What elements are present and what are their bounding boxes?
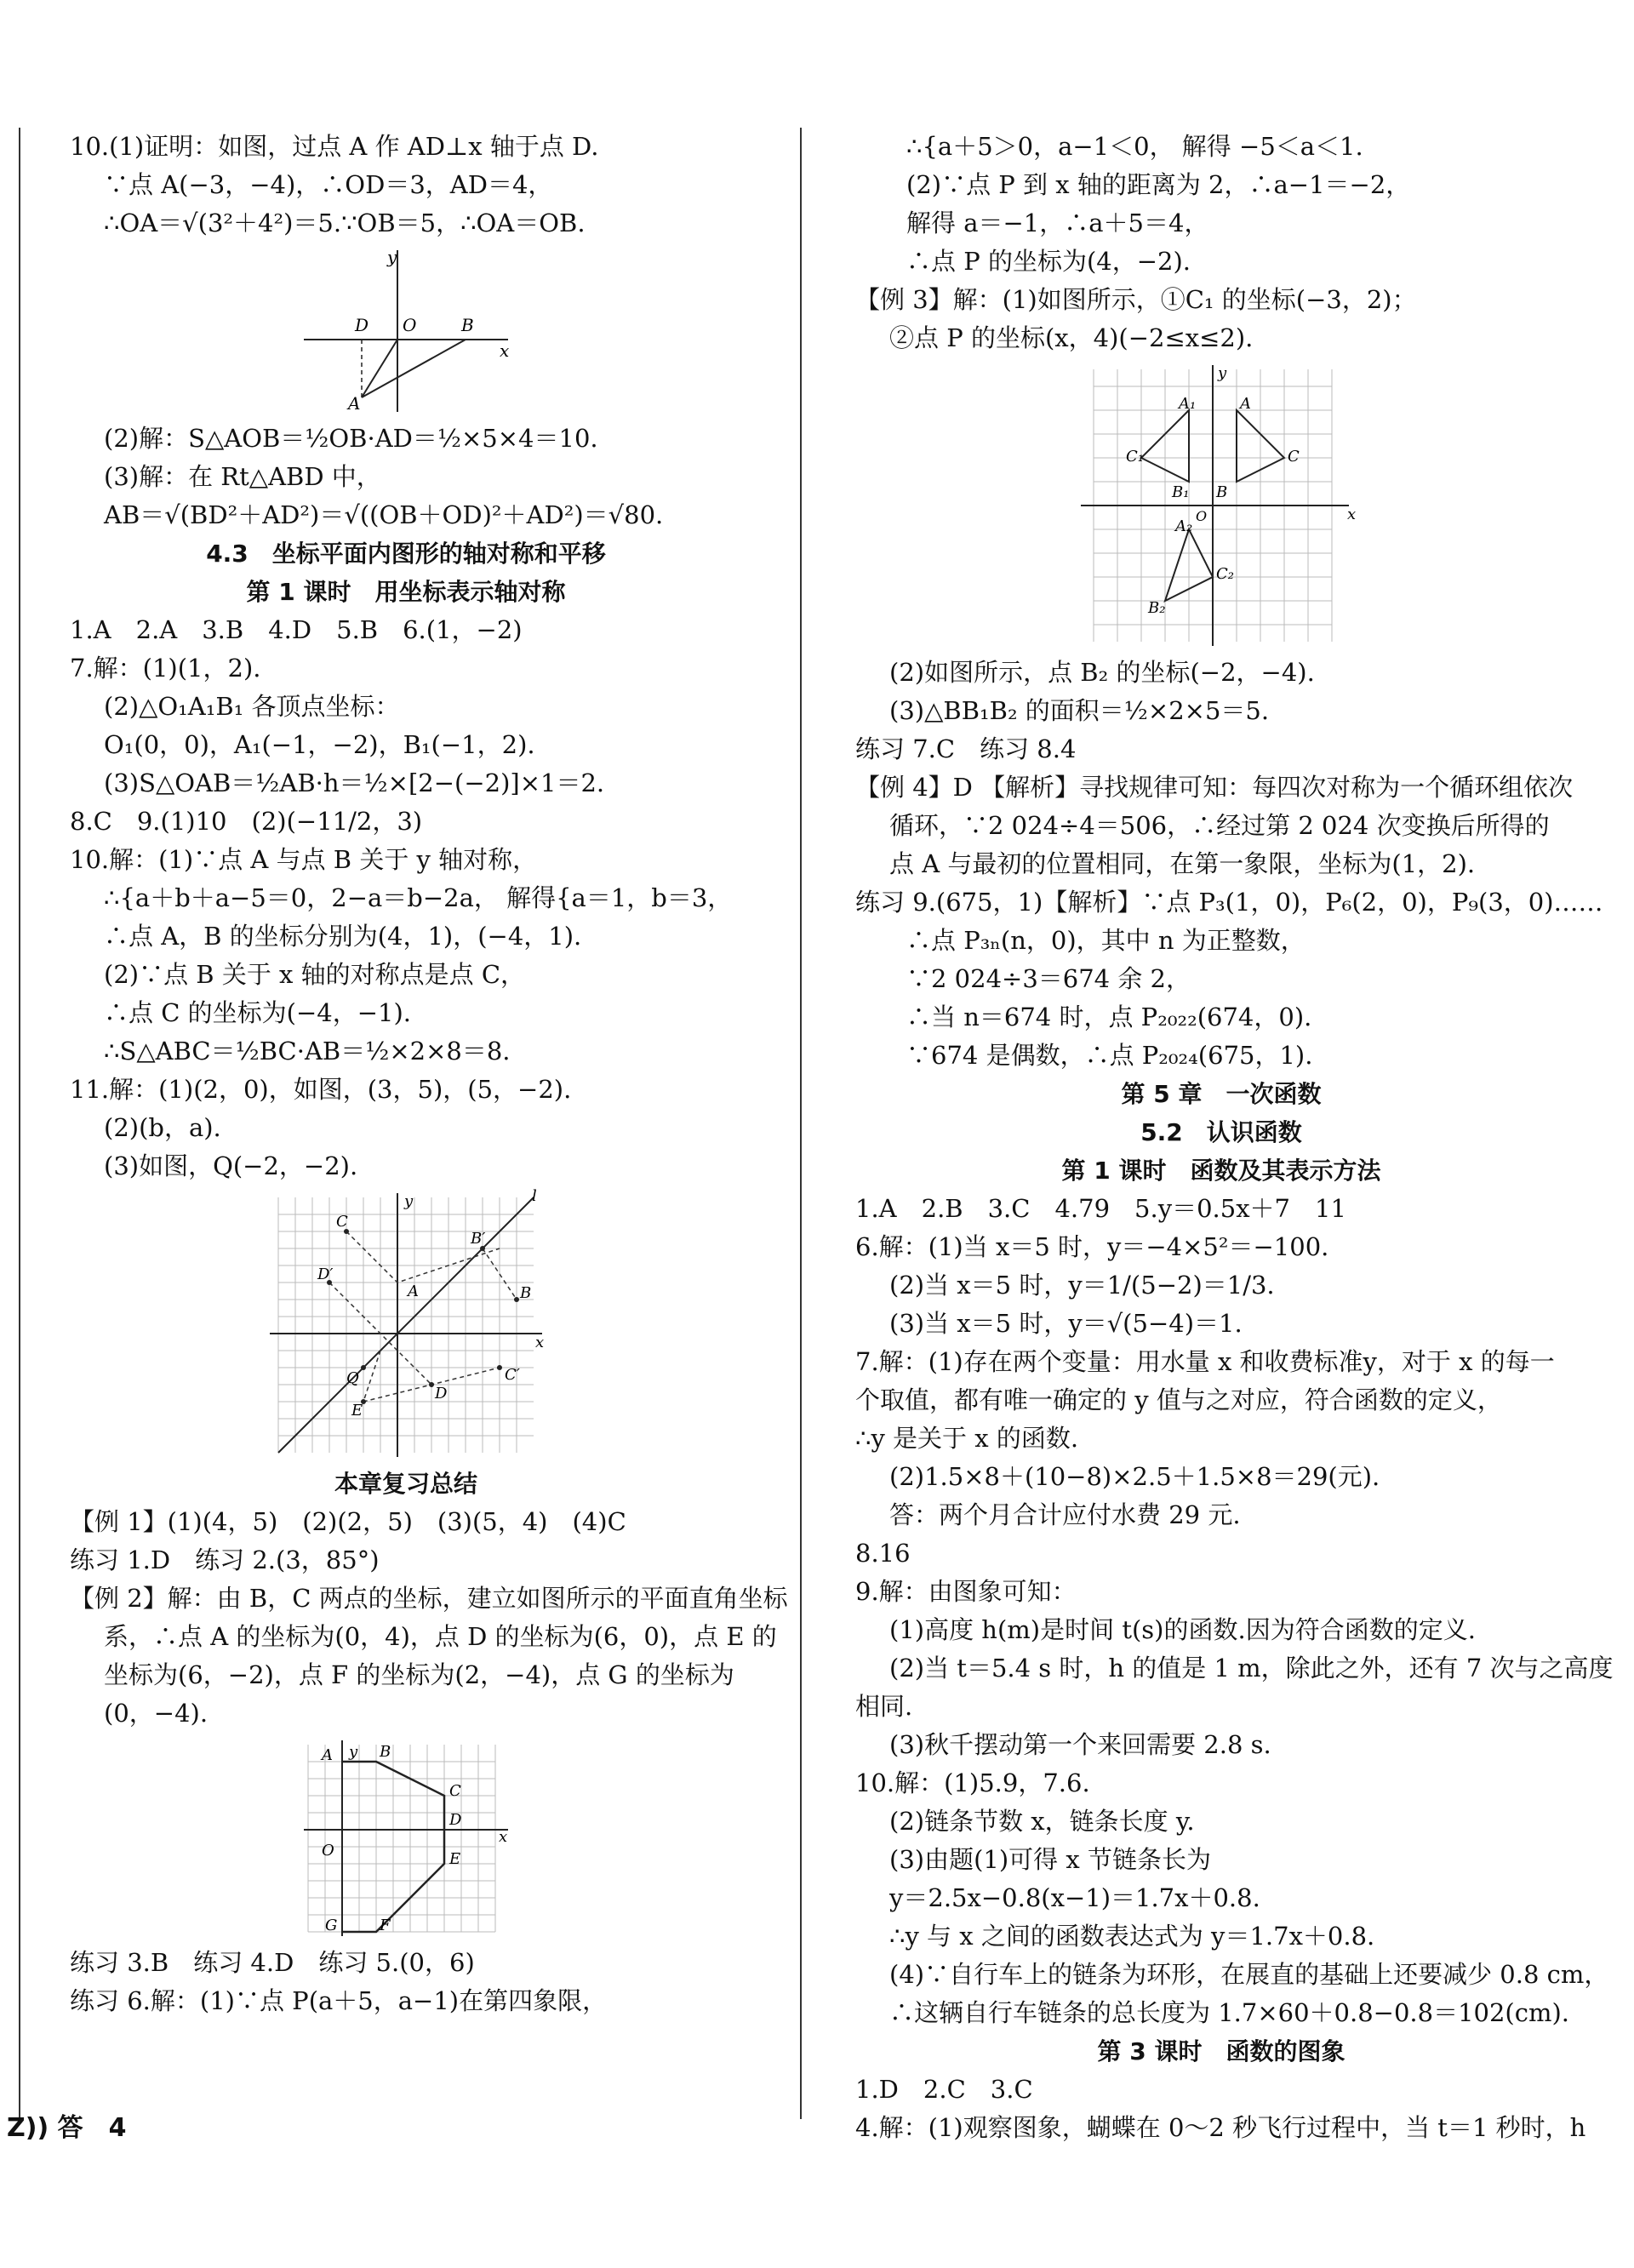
- svg-text:E: E: [449, 1850, 461, 1868]
- text-line: ∵2 024÷3＝674 余 2，: [906, 964, 1191, 993]
- text-line: 【例 3】解：(1)如图所示，①C₁ 的坐标(−3，2)；: [855, 285, 1417, 314]
- text-line: ②点 P 的坐标(x，4)(−2≤x≤2).: [889, 323, 1254, 352]
- svg-text:B: B: [520, 1284, 532, 1302]
- text-line: (2)△O₁A₁B₁ 各顶点坐标：: [104, 692, 400, 721]
- left-column: [70, 128, 788, 2020]
- text-line: ∴OA＝√(3²＋4²)＝5.∵OB＝5，∴OA＝OB.: [104, 209, 586, 237]
- svg-text:C₂: C₂: [1216, 565, 1234, 583]
- svg-text:A₂: A₂: [1175, 517, 1193, 535]
- text-line: 4.解：(1)观察图象，蝴蝶在 0～2 秒飞行过程中，当 t＝1 秒时，h: [855, 2113, 1586, 2142]
- figure-triangle-aob: [295, 246, 517, 416]
- figure-grid-reflection: [261, 1189, 551, 1461]
- svg-text:D: D: [449, 1811, 462, 1829]
- svg-text:B: B: [1216, 483, 1228, 501]
- svg-text:y: y: [404, 1192, 414, 1210]
- text-line: ∴S△ABC＝½BC·AB＝½×2×8＝8.: [104, 1037, 511, 1065]
- text-line: 【例 1】(1)(4，5) (2)(2，5) (3)(5，4) (4)C: [70, 1507, 626, 1536]
- svg-text:C: C: [1288, 448, 1300, 466]
- svg-text:y: y: [1218, 364, 1227, 382]
- svg-text:A: A: [322, 1746, 333, 1764]
- text-line: 1.D 2.C 3.C: [855, 2075, 1033, 2104]
- svg-text:B: B: [461, 315, 474, 335]
- text-line: 1.A 2.A 3.B 4.D 5.B 6.(1，−2): [70, 615, 523, 644]
- svg-text:B₂: B₂: [1148, 599, 1166, 617]
- text-line: 练习 1.D 练习 2.(3，85°): [70, 1545, 380, 1574]
- text-line: 练习 9.(675，1)【解析】∵点 P₃(1，0)，P₆(2，0)，P₉(3，0)……: [855, 888, 1603, 917]
- text-line: 练习 7.C 练习 8.4: [855, 734, 1077, 763]
- text-line: (2)当 x＝5 时，y＝1/(5−2)＝1/3.: [889, 1271, 1275, 1300]
- text-line: 解得 a＝−1，∴a＋5＝4，: [906, 209, 1209, 237]
- figure-grid-polygon: [300, 1736, 512, 1940]
- text-line: (2)∵点 B 关于 x 轴的对称点是点 C，: [104, 960, 526, 989]
- svg-text:A: A: [1240, 395, 1251, 413]
- svg-text:A: A: [348, 393, 361, 414]
- svg-text:O: O: [403, 315, 417, 335]
- text-line: 坐标为(6，−2)，点 F 的坐标为(2，−4)，点 G 的坐标为: [104, 1660, 734, 1689]
- text-line: (2)(b，a).: [104, 1113, 221, 1142]
- text-line: ∴当 n＝674 时，点 P₂₀₂₂(674，0).: [906, 1003, 1312, 1031]
- text-line: (3)S△OAB＝½AB·h＝½×[2−(−2)]×1＝2.: [104, 768, 605, 797]
- svg-text:C₁: C₁: [1126, 448, 1144, 466]
- svg-text:B₁: B₁: [1172, 483, 1190, 501]
- text-line: 10.解：(1)∵点 A 与点 B 关于 y 轴对称，: [70, 845, 538, 874]
- text-line: 10.(1)证明：如图，过点 A 作 AD⊥x 轴于点 D.: [70, 132, 599, 161]
- svg-text:D′: D′: [317, 1265, 334, 1283]
- svg-text:C′: C′: [505, 1366, 520, 1384]
- text-line: 1.A 2.B 3.C 4.79 5.y＝0.5x＋7 11: [855, 1194, 1346, 1223]
- text-line: (2)当 t＝5.4 s 时，h 的值是 1 m，除此之外，还有 7 次与之高度: [889, 1654, 1614, 1682]
- svg-text:y: y: [387, 247, 397, 267]
- text-line: 练习 6.解：(1)∵点 P(a＋5，a−1)在第四象限，: [70, 1986, 608, 2015]
- text-line: 11.解：(1)(2，0)，如图，(3，5)，(5，−2).: [70, 1075, 572, 1104]
- lesson-heading: 第 1 课时 函数及其表示方法: [1061, 1157, 1381, 1185]
- text-line: 10.解：(1)5.9，7.6.: [855, 1768, 1090, 1797]
- text-line: 答：两个月合计应付水费 29 元.: [889, 1500, 1241, 1529]
- right-column: [855, 128, 1614, 2147]
- text-line: (2)1.5×8＋(10−8)×2.5＋1.5×8＝29(元).: [889, 1462, 1380, 1491]
- text-line: 循环，∵2 024÷4＝506，∴经过第 2 024 次变换后所得的: [889, 811, 1550, 840]
- svg-text:x: x: [500, 340, 510, 361]
- text-line: ∴点 A，B 的坐标分别为(4，1)，(−4，1).: [104, 922, 582, 951]
- svg-text:A₁: A₁: [1179, 395, 1197, 413]
- text-line: y＝2.5x−0.8(x−1)＝1.7x＋0.8.: [889, 1883, 1260, 1912]
- text-line: 【例 4】D 【解析】寻找规律可知：每四次对称为一个循环组依次: [855, 773, 1574, 802]
- section-heading: 5.2 认识函数: [1140, 1118, 1302, 1146]
- text-line: 相同.: [855, 1692, 913, 1721]
- page-footer: Z)) 答 4: [7, 2113, 127, 2143]
- text-line: ∵点 A(−3，−4)，∴OD＝3，AD＝4，: [104, 170, 553, 199]
- svg-text:l: l: [532, 1189, 537, 1205]
- text-line: 系，∴点 A 的坐标为(0，4)，点 D 的坐标为(6，0)，点 E 的: [104, 1622, 777, 1651]
- svg-text:D: D: [435, 1385, 448, 1403]
- section-heading: 4.3 坐标平面内图形的轴对称和平移: [206, 540, 606, 568]
- svg-text:A: A: [408, 1283, 419, 1300]
- column-divider: [800, 128, 802, 2119]
- svg-text:Q: Q: [346, 1369, 359, 1387]
- text-line: ∴这辆自行车链条的总长度为 1.7×60＋0.8−0.8＝102(cm).: [889, 1998, 1570, 2027]
- text-line: 【例 2】解：由 B，C 两点的坐标，建立如图所示的平面直角坐标: [70, 1584, 788, 1613]
- svg-text:O: O: [1196, 508, 1208, 524]
- svg-text:D: D: [355, 315, 369, 335]
- text-line: ∴{a＋5＞0，a−1＜0， 解得 −5＜a＜1.: [906, 132, 1363, 161]
- text-line: (1)高度 h(m)是时间 t(s)的函数.因为符合函数的定义.: [889, 1615, 1476, 1644]
- text-line: AB＝√(BD²＋AD²)＝√((OB＋OD)²＋AD²)＝√80.: [104, 500, 664, 529]
- text-line: 点 A 与最初的位置相同，在第一象限，坐标为(1，2).: [889, 849, 1476, 878]
- text-line: 练习 3.B 练习 4.D 练习 5.(0，6): [70, 1948, 475, 1977]
- text-line: 9.解：由图象可知：: [855, 1577, 1077, 1606]
- text-line: ∴点 P 的坐标为(4，−2).: [906, 247, 1191, 276]
- text-line: (3)秋千摆动第一个来回需要 2.8 s.: [889, 1730, 1271, 1759]
- text-line: (0，−4).: [104, 1699, 209, 1728]
- svg-text:x: x: [1347, 506, 1357, 523]
- svg-text:C: C: [449, 1782, 461, 1800]
- text-line: ∴{a＋b＋a−5＝0，2−a＝b−2a， 解得{a＝1，b＝3，: [104, 883, 733, 912]
- svg-text:E: E: [351, 1402, 363, 1420]
- text-line: 8.16: [855, 1539, 911, 1568]
- svg-text:C: C: [336, 1213, 348, 1231]
- text-line: (3)当 x＝5 时，y＝√(5−4)＝1.: [889, 1309, 1243, 1338]
- svg-text:F: F: [380, 1917, 391, 1934]
- text-line: ∴y 是关于 x 的函数.: [855, 1424, 1079, 1453]
- svg-text:B: B: [380, 1743, 391, 1761]
- text-line: (2)如图所示，点 B₂ 的坐标(−2，−4).: [889, 658, 1315, 687]
- svg-text:B′: B′: [471, 1230, 486, 1248]
- text-line: (4)∵自行车上的链条为环形，在展直的基础上还要减少 0.8 cm，: [889, 1960, 1609, 1989]
- text-line: 6.解：(1)当 x＝5 时，y＝−4×5²＝−100.: [855, 1232, 1329, 1261]
- lesson-heading: 第 3 课时 函数的图象: [1097, 2037, 1345, 2065]
- text-line: ∴点 P₃ₙ(n，0)，其中 n 为正整数，: [906, 926, 1305, 955]
- text-line: ∴y 与 x 之间的函数表达式为 y＝1.7x＋0.8.: [889, 1922, 1375, 1951]
- text-line: 8.C 9.(1)10 (2)(−11/2，3): [70, 807, 423, 836]
- text-line: ∵674 是偶数，∴点 P₂₀₂₄(675，1).: [906, 1041, 1313, 1070]
- svg-text:x: x: [499, 1828, 508, 1846]
- left-margin-rule: [19, 128, 20, 2119]
- text-line: 7.解：(1)(1，2).: [70, 654, 261, 683]
- text-line: 7.解：(1)存在两个变量：用水量 x 和收费标准y，对于 x 的每一: [855, 1347, 1555, 1376]
- svg-text:y: y: [349, 1743, 358, 1761]
- svg-text:x: x: [535, 1334, 545, 1351]
- figure-grid-triangles: [1077, 361, 1366, 650]
- text-line: (3)解：在 Rt△ABD 中，: [104, 462, 381, 491]
- text-line: 个取值，都有唯一确定的 y 值与之对应，符合函数的定义，: [855, 1385, 1502, 1414]
- text-line: (3)由题(1)可得 x 节链条长为: [889, 1845, 1211, 1874]
- text-line: O₁(0，0)，A₁(−1，−2)，B₁(−1，2).: [104, 730, 535, 759]
- text-line: (2)∵点 P 到 x 轴的距离为 2，∴a−1＝−2，: [906, 170, 1411, 199]
- text-line: (3)△BB₁B₂ 的面积＝½×2×5＝5.: [889, 696, 1270, 725]
- text-line: (3)如图，Q(−2，−2).: [104, 1151, 358, 1180]
- svg-text:O: O: [322, 1842, 334, 1860]
- text-line: ∴点 C 的坐标为(−4，−1).: [104, 998, 411, 1027]
- lesson-heading: 第 1 课时 用坐标表示轴对称: [246, 578, 566, 606]
- section-heading: 本章复习总结: [334, 1470, 477, 1498]
- text-line: (2)链条节数 x，链条长度 y.: [889, 1807, 1195, 1836]
- text-line: (2)解：S△AOB＝½OB·AD＝½×5×4＝10.: [104, 424, 598, 453]
- svg-text:G: G: [325, 1917, 338, 1934]
- chapter-heading: 第 5 章 一次函数: [1121, 1080, 1322, 1108]
